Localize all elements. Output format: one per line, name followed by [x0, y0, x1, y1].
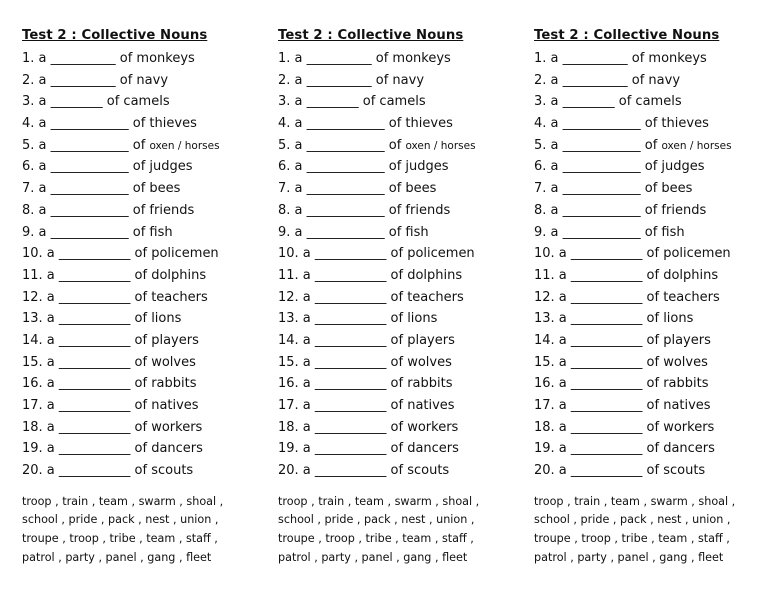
- question-item: [22, 395, 262, 417]
- question-text: 12. a ___________ of teachers: [278, 289, 464, 305]
- question-item: [534, 417, 768, 439]
- question-item: [22, 113, 262, 135]
- question-item: [534, 70, 768, 92]
- word-bank-line: patrol , party , panel , gang , fleet: [534, 550, 724, 564]
- question-item: [534, 265, 768, 287]
- question-text: 1. a __________ of monkeys: [534, 51, 707, 66]
- question-text: 3. a ________ of camels: [278, 94, 426, 110]
- question-text: 17. a ___________ of natives: [278, 398, 455, 413]
- question-text: 14. a ___________ of players: [534, 332, 711, 348]
- question-text: 8. a ____________ of friends: [22, 202, 195, 218]
- question-text: 19. a ___________ of dancers: [534, 441, 715, 457]
- question-item: [278, 222, 518, 244]
- question-text: 3. a ________ of camels: [22, 94, 170, 110]
- question-item: [22, 330, 262, 352]
- worksheet-copy-1: [22, 26, 262, 567]
- question-item: [22, 156, 262, 178]
- question-text: 6. a ____________ of judges: [22, 159, 193, 175]
- question-text: 1. a __________ of monkeys: [278, 51, 451, 66]
- question-item: [278, 438, 518, 460]
- question-item: [534, 91, 768, 113]
- question-item: [22, 91, 262, 113]
- question-item: [278, 308, 518, 330]
- question-item: [22, 222, 262, 244]
- question-text: 16. a ___________ of rabbits: [278, 376, 453, 392]
- question-item: [278, 352, 518, 374]
- question-text: 18. a ___________ of workers: [22, 419, 203, 435]
- question-text: 20. a ___________ of scouts: [534, 463, 706, 479]
- worksheet-title: Test 2 : Collective Nouns: [278, 28, 464, 43]
- word-bank-line: school , pride , pack , nest , union ,: [278, 513, 475, 527]
- question-item: [278, 417, 518, 439]
- question-text: 4. a ____________ of thieves: [278, 116, 453, 132]
- question-item: [534, 113, 768, 135]
- question-text: 11. a ___________ of dolphins: [22, 267, 207, 283]
- question-text: 14. a ___________ of players: [22, 332, 199, 348]
- question-text: 7. a ____________ of bees: [278, 181, 437, 197]
- question-text: 10. a ___________ of policemen: [534, 246, 731, 262]
- question-text: 18. a ___________ of workers: [534, 419, 715, 435]
- word-bank: [22, 493, 262, 567]
- question-text: 5. a ____________ of: [278, 137, 406, 153]
- question-item: [278, 178, 518, 200]
- question-item: [534, 373, 768, 395]
- question-item: [278, 460, 518, 482]
- question-item: [534, 156, 768, 178]
- question-text: 1. a __________ of monkeys: [22, 51, 195, 66]
- question-text: 7. a ____________ of bees: [534, 181, 693, 197]
- question-item: [534, 222, 768, 244]
- question-text: 20. a ___________ of scouts: [22, 463, 194, 479]
- question-text: 10. a ___________ of policemen: [22, 246, 219, 262]
- question-item: [534, 135, 768, 157]
- word-bank-line: patrol , party , panel , gang , fleet: [22, 550, 212, 564]
- question-item: [534, 178, 768, 200]
- question-item: [22, 243, 262, 265]
- worksheet-title: Test 2 : Collective Nouns: [22, 28, 208, 43]
- question-text: 12. a ___________ of teachers: [22, 289, 208, 305]
- question-item: [534, 395, 768, 417]
- question-text: 20. a ___________ of scouts: [278, 463, 450, 479]
- question-item: [278, 135, 518, 157]
- question-item: [22, 135, 262, 157]
- question-text: 13. a ___________ of lions: [278, 311, 438, 327]
- question-item: [534, 460, 768, 482]
- question-text: 9. a ____________ of fish: [534, 224, 685, 240]
- word-bank-line: patrol , party , panel , gang , fleet: [278, 550, 468, 564]
- word-bank: [278, 493, 518, 567]
- question-item: [278, 200, 518, 222]
- question-item: [534, 48, 768, 70]
- question-text: 15. a ___________ of wolves: [22, 354, 196, 370]
- question-item: [278, 243, 518, 265]
- question-item: [534, 330, 768, 352]
- question-text: 6. a ____________ of judges: [278, 159, 449, 175]
- question-item: [22, 460, 262, 482]
- word-bank-line: troop , train , team , swarm , shoal ,: [22, 494, 224, 508]
- word-bank-line: school , pride , pack , nest , union ,: [22, 513, 219, 527]
- question-item: [534, 287, 768, 309]
- question-text: 8. a ____________ of friends: [534, 202, 707, 218]
- question-list: [534, 48, 768, 482]
- question-text: 5. a ____________ of: [22, 137, 150, 153]
- question-text: 16. a ___________ of rabbits: [534, 376, 709, 392]
- word-bank-line: troupe , troop , tribe , team , staff ,: [278, 531, 474, 545]
- word-bank: [534, 493, 768, 567]
- question-text: 9. a ____________ of fish: [22, 224, 173, 240]
- question-text: 17. a ___________ of natives: [534, 398, 711, 413]
- question-item: [534, 438, 768, 460]
- word-bank-line: troupe , troop , tribe , team , staff ,: [534, 531, 730, 545]
- question-item: [278, 113, 518, 135]
- question-text: 9. a ____________ of fish: [278, 224, 429, 240]
- question-item: [22, 417, 262, 439]
- question-item: [278, 330, 518, 352]
- question-text: 7. a ____________ of bees: [22, 181, 181, 197]
- question-item: [22, 48, 262, 70]
- question-text: 11. a ___________ of dolphins: [534, 267, 719, 283]
- question-text: 2. a __________ of navy: [278, 72, 425, 88]
- question-item: [534, 243, 768, 265]
- question-item: [278, 48, 518, 70]
- question-text: 10. a ___________ of policemen: [278, 246, 475, 262]
- question-item: [534, 352, 768, 374]
- question-item: [22, 438, 262, 460]
- worksheet-title: Test 2 : Collective Nouns: [534, 28, 720, 43]
- question-item: [22, 373, 262, 395]
- question-text: 17. a ___________ of natives: [22, 398, 199, 413]
- question-text: 14. a ___________ of players: [278, 332, 455, 348]
- question-item: [22, 308, 262, 330]
- question-item: [278, 287, 518, 309]
- question-text: 2. a __________ of navy: [534, 72, 681, 88]
- question-text: 18. a ___________ of workers: [278, 419, 459, 435]
- word-bank-line: troop , train , team , swarm , shoal ,: [278, 494, 480, 508]
- question-item: [278, 395, 518, 417]
- question-item: [22, 200, 262, 222]
- question-text: 19. a ___________ of dancers: [22, 441, 203, 457]
- question-item: [22, 265, 262, 287]
- question-text-small: oxen / horses: [149, 139, 220, 152]
- question-text: 19. a ___________ of dancers: [278, 441, 459, 457]
- question-item: [278, 373, 518, 395]
- question-item: [278, 91, 518, 113]
- worksheet-copy-2: [278, 26, 518, 567]
- question-list: [278, 48, 518, 482]
- worksheet-copy-3: [534, 26, 768, 567]
- question-text: 3. a ________ of camels: [534, 94, 682, 110]
- question-text: 4. a ____________ of thieves: [22, 116, 197, 132]
- question-text: 12. a ___________ of teachers: [534, 289, 720, 305]
- question-item: [278, 70, 518, 92]
- question-text: 5. a ____________ of: [534, 137, 662, 153]
- question-text: 4. a ____________ of thieves: [534, 116, 709, 132]
- question-text: 6. a ____________ of judges: [534, 159, 705, 175]
- word-bank-line: troupe , troop , tribe , team , staff ,: [22, 531, 218, 545]
- question-text-small: oxen / horses: [661, 139, 732, 152]
- question-text: 15. a ___________ of wolves: [534, 354, 708, 370]
- question-text: 13. a ___________ of lions: [534, 311, 694, 327]
- question-item: [22, 70, 262, 92]
- question-text: 2. a __________ of navy: [22, 72, 169, 88]
- question-text: 11. a ___________ of dolphins: [278, 267, 463, 283]
- question-item: [278, 265, 518, 287]
- question-item: [534, 308, 768, 330]
- question-text: 8. a ____________ of friends: [278, 202, 451, 218]
- word-bank-line: school , pride , pack , nest , union ,: [534, 513, 731, 527]
- question-item: [22, 178, 262, 200]
- word-bank-line: troop , train , team , swarm , shoal ,: [534, 494, 736, 508]
- question-item: [278, 156, 518, 178]
- question-text: 15. a ___________ of wolves: [278, 354, 452, 370]
- question-item: [22, 352, 262, 374]
- question-item: [534, 200, 768, 222]
- question-list: [22, 48, 262, 482]
- question-item: [22, 287, 262, 309]
- question-text: 13. a ___________ of lions: [22, 311, 182, 327]
- question-text: 16. a ___________ of rabbits: [22, 376, 197, 392]
- question-text-small: oxen / horses: [405, 139, 476, 152]
